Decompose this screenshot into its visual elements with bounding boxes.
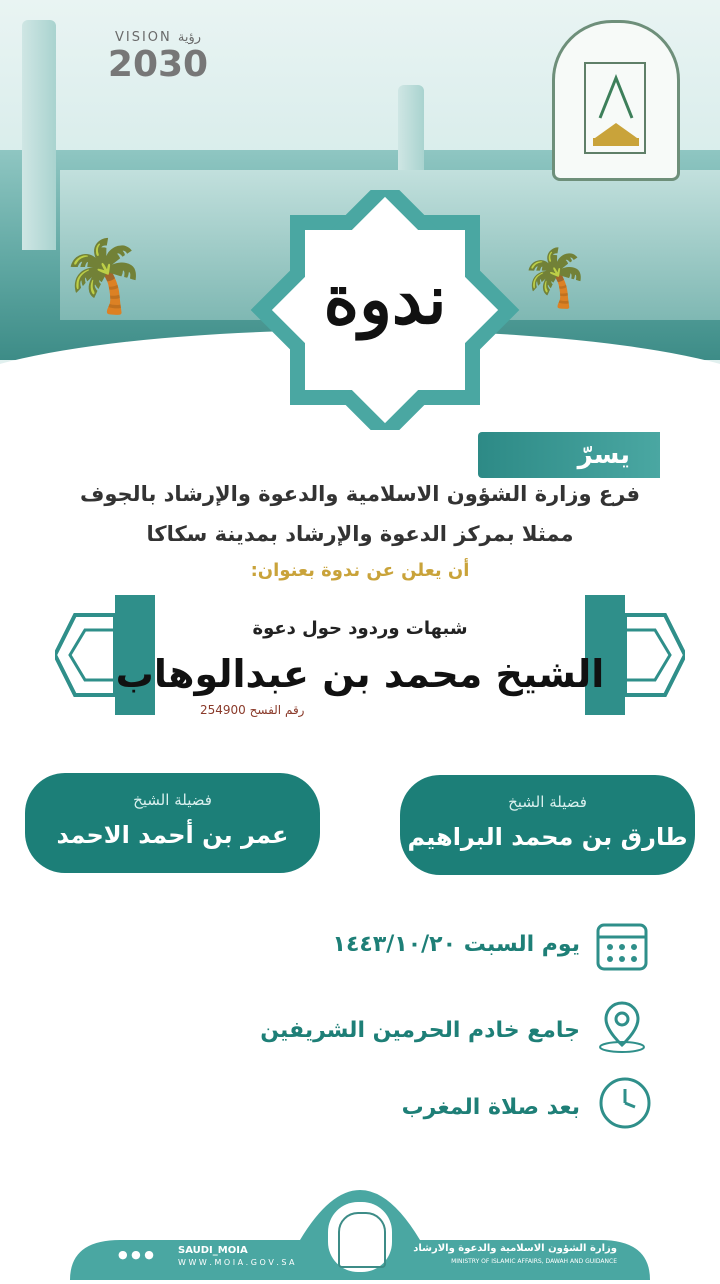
speaker-name-1: طارق بن محمد البراهيم [407, 823, 688, 851]
footer [0, 1190, 720, 1280]
ministry-seal-icon [552, 20, 680, 181]
speaker-title-1: فضيلة الشيخ [508, 793, 587, 811]
topic-line-1: شبهات وردود حول دعوة [252, 618, 468, 639]
topic-line-2: الشيخ محمد بن عبدالوهاب [115, 652, 605, 696]
footer-website: W W W . M O I A . G O V . S A [178, 1258, 295, 1267]
vision-2030-logo [98, 30, 218, 100]
palm-right-icon: 🌴 [520, 246, 590, 311]
intro-badge: يسرّ [478, 432, 660, 478]
event-title: ندوة [323, 260, 447, 340]
event-place: جامع خادم الحرمين الشريفين [260, 1018, 580, 1043]
event-time: بعد صلاة المغرب [401, 1095, 580, 1120]
intro-line-1: فرع وزارة الشؤون الاسلامية والدعوة والإرشاد بالجوف [79, 482, 640, 506]
footer-ministry-en: MINISTRY OF ISLAMIC AFFAIRS, DAWAH AND GUIDANCE [451, 1258, 617, 1265]
footer-seal-icon [338, 1212, 386, 1268]
minaret-left [22, 20, 56, 250]
speaker-card-2 [25, 773, 320, 873]
event-date: يوم السبت ١٤٤٣/١٠/٢٠ [332, 932, 580, 957]
speaker-title-2: فضيلة الشيخ [133, 791, 212, 809]
vision-year: 2030 [107, 44, 209, 85]
location-pin-icon [592, 995, 652, 1055]
calendar-icon [592, 915, 652, 975]
intro-line-3: أن يعلن عن ندوة بعنوان: [250, 560, 470, 581]
footer-handle: SAUDI_MOIA [178, 1245, 248, 1256]
speaker-card-1 [400, 775, 695, 875]
footer-ministry-ar: وزارة الشؤون الاسلامية والدعوة والارشاد [413, 1243, 617, 1254]
palm-left-icon: 🌴 [60, 235, 148, 317]
social-icons: ● ● ● [118, 1248, 154, 1261]
title-emblem [250, 190, 520, 430]
vision-label: VISION رؤية [114, 30, 202, 45]
license-number: رقم الفسح 254900 [200, 703, 305, 717]
intro-line-2: ممثلا بمركز الدعوة والإرشاد بمدينة سكاكا [146, 522, 574, 546]
clock-icon [597, 1075, 657, 1135]
speaker-name-2: عمر بن أحمد الاحمد [56, 821, 289, 849]
